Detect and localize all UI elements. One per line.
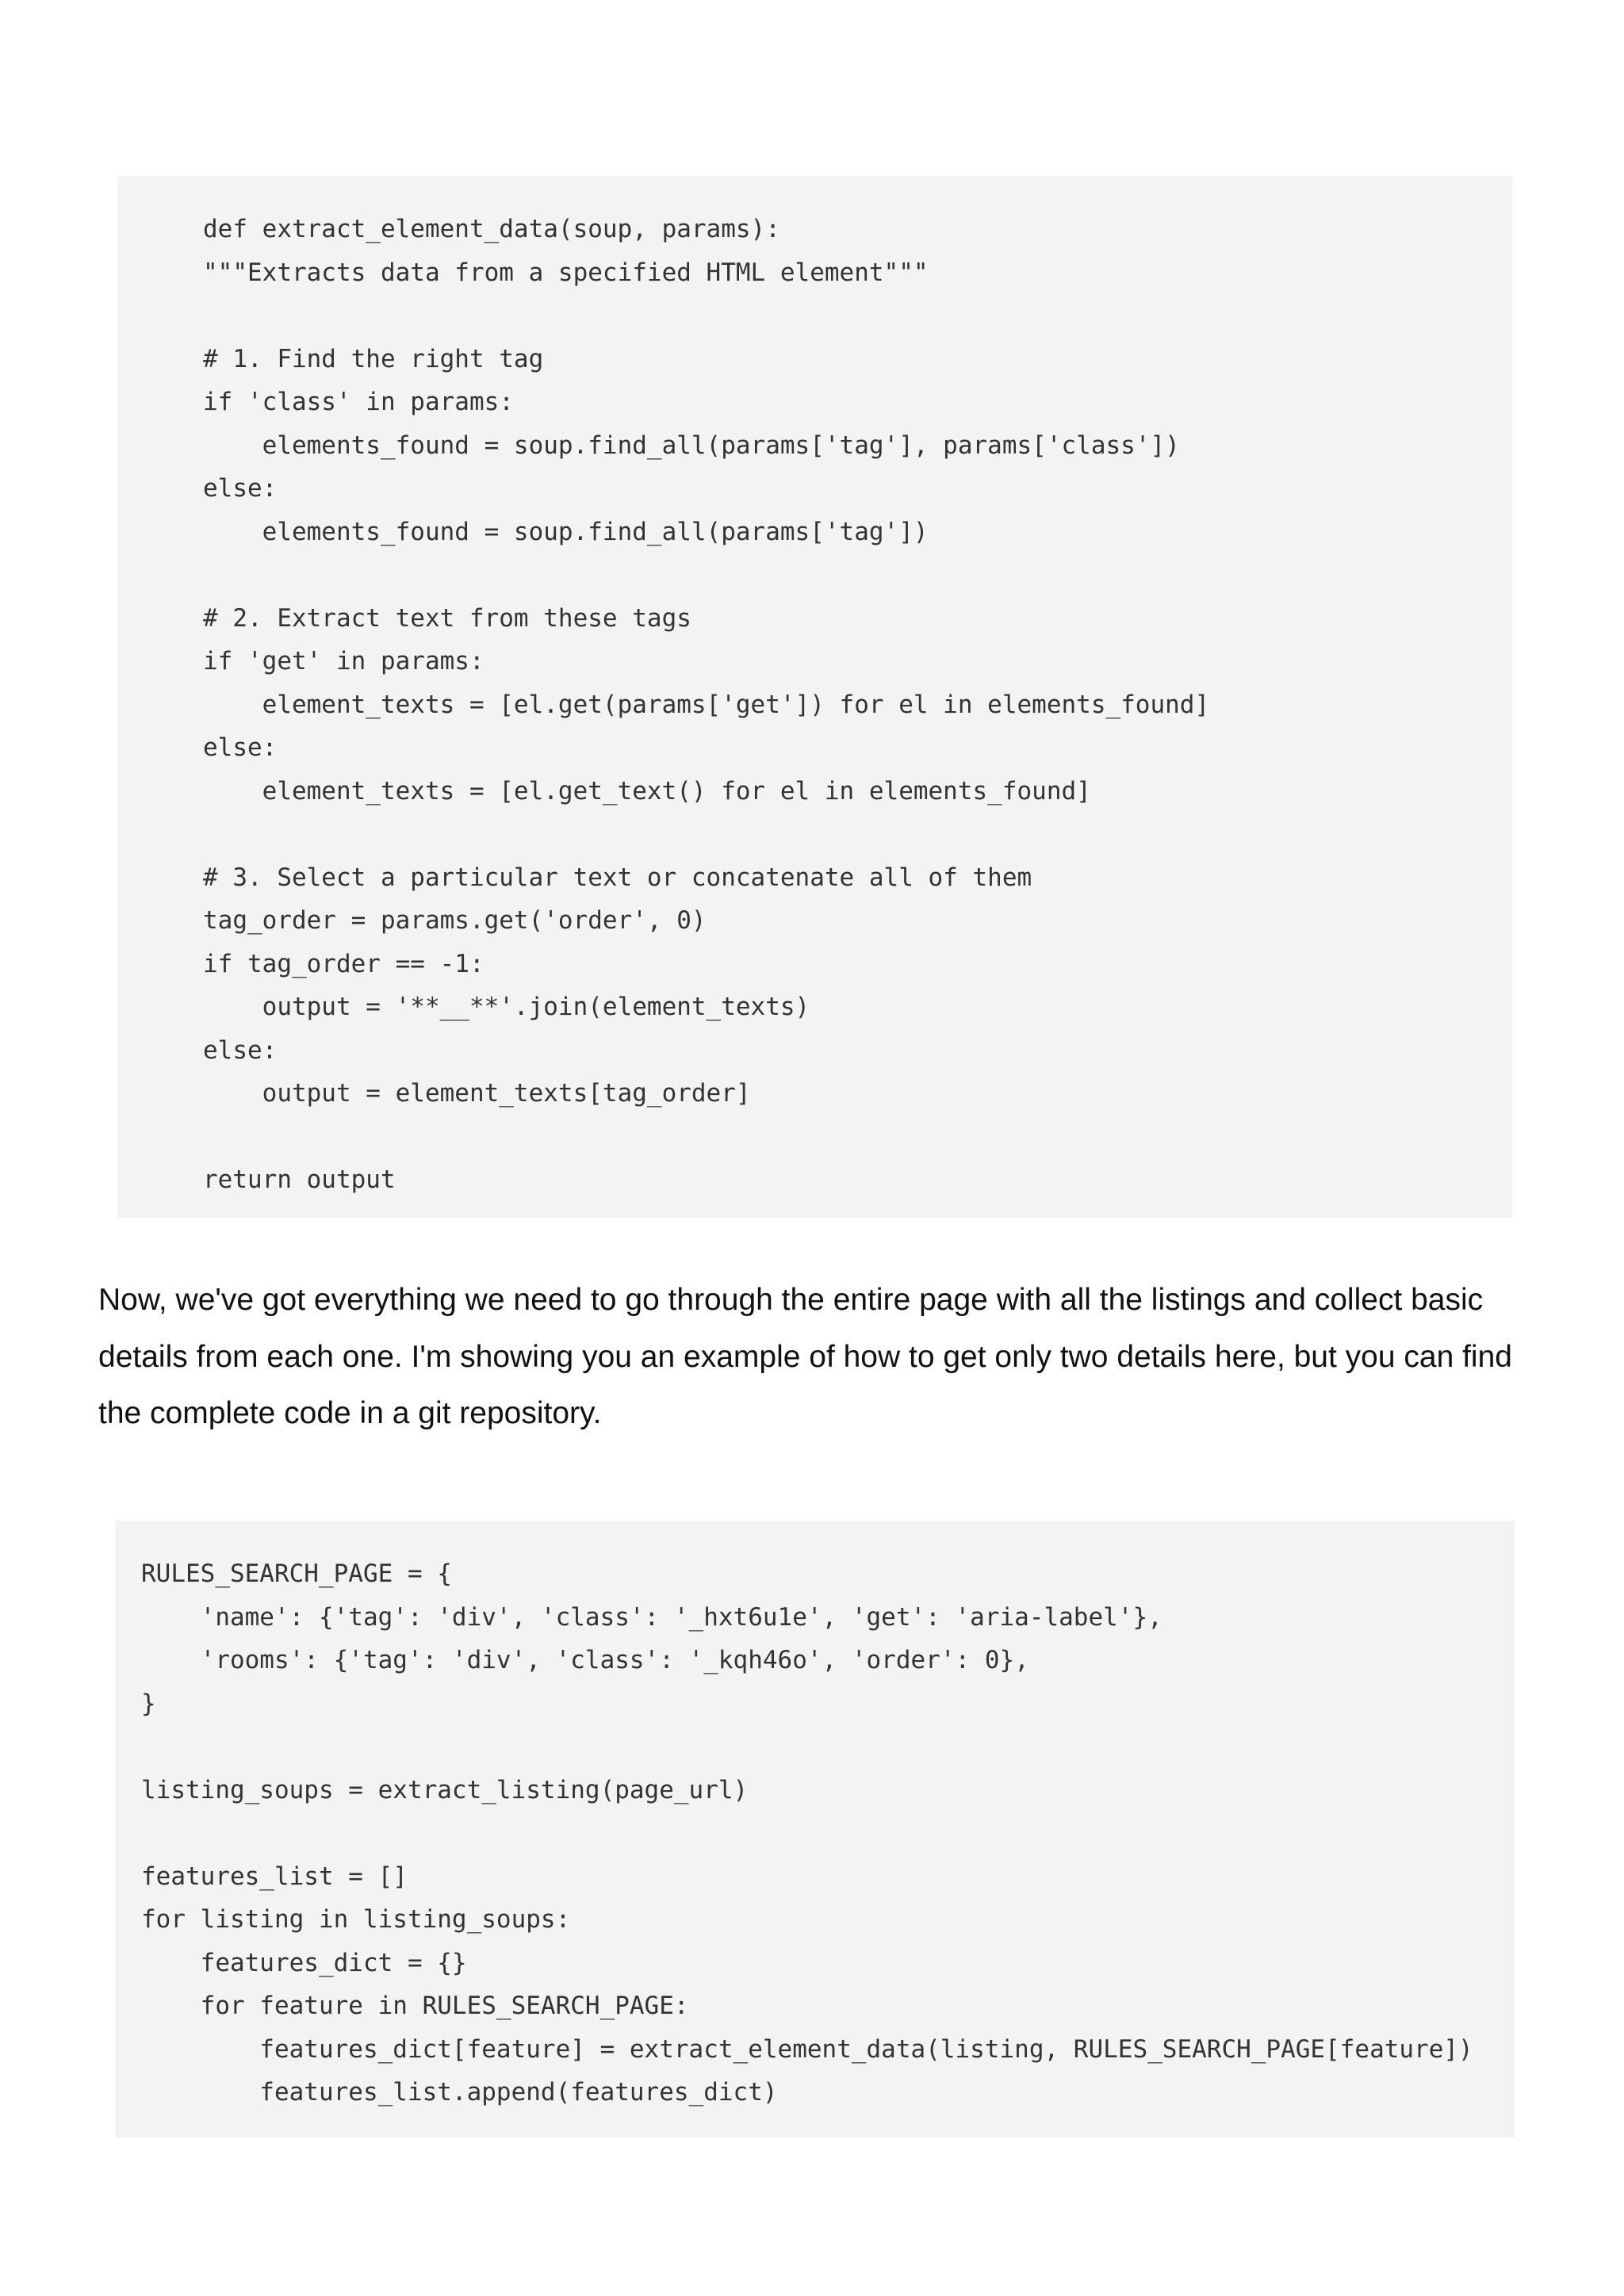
code-line: else: — [203, 1035, 278, 1065]
code-line: element_texts = [el.get_text() for el in elements_found] — [203, 776, 1091, 806]
code-line: # 2. Extract text from these tags — [203, 603, 691, 633]
code-line: elements_found = soup.find_all(params['tag'], params['class']) — [203, 430, 1180, 460]
code-line: output = '**__**'.join(element_texts) — [203, 993, 810, 1021]
code-line: else: — [203, 474, 278, 503]
code-line: if 'get' in params: — [203, 647, 485, 675]
code-line: 'rooms': {'tag': 'div', 'class': '_kqh46o', 'order': 0}, — [141, 1646, 1029, 1674]
code-line — [203, 813, 1512, 856]
code-line: } — [141, 1689, 156, 1718]
code-line: features_list.append(features_dict) — [141, 2078, 778, 2107]
code-line — [203, 553, 1512, 597]
code-line: element_texts = [el.get(params['get']) for el in elements_found] — [203, 690, 1210, 719]
code-line — [203, 294, 1512, 338]
code-line: RULES_SEARCH_PAGE = { — [141, 1559, 452, 1588]
code-line: output = element_texts[tag_order] — [203, 1079, 751, 1108]
code-line: # 3. Select a particular text or concatenate all of them — [203, 863, 1032, 892]
code-line: tag_order = params.get('order', 0) — [203, 906, 707, 935]
code-line: for feature in RULES_SEARCH_PAGE: — [141, 1992, 689, 2020]
code-block-search-page-rules — [115, 1521, 1515, 2137]
code-line — [141, 1812, 1515, 1855]
code-line: elements_found = soup.find_all(params['tag']) — [203, 517, 929, 546]
code-line: else: — [203, 733, 278, 762]
code-line: features_dict = {} — [141, 1948, 467, 1977]
code-line: # 1. Find the right tag — [203, 344, 544, 373]
code-line: def extract_element_data(soup, params): — [203, 215, 780, 243]
code-line: return output — [203, 1165, 396, 1194]
code-line: """Extracts data from a specified HTML element""" — [203, 258, 929, 287]
code-block-extract-element-data — [118, 176, 1512, 1218]
code-line — [203, 1115, 1512, 1159]
code-line: if 'class' in params: — [203, 388, 514, 416]
body-paragraph: Now, we've got everything we need to go through the entire page with all the listings and collect basic details from each one. I'm showing you an example of how to get only two details here, but you can find the complete code in a git repository. — [98, 1283, 1512, 1430]
code-line: if tag_order == -1: — [203, 949, 485, 978]
code-line: listing_soups = extract_listing(page_url) — [141, 1775, 749, 1804]
code-line: for listing in listing_soups: — [141, 1905, 571, 1934]
code-line: features_dict[feature] = extract_element_data(listing, RULES_SEARCH_PAGE[feature]) — [141, 2034, 1473, 2064]
code-line: 'name': {'tag': 'div', 'class': '_hxt6u1e', 'get': 'aria-label'}, — [141, 1602, 1162, 1632]
code-line — [141, 1725, 1515, 1769]
code-line: features_list = [] — [141, 1862, 408, 1891]
